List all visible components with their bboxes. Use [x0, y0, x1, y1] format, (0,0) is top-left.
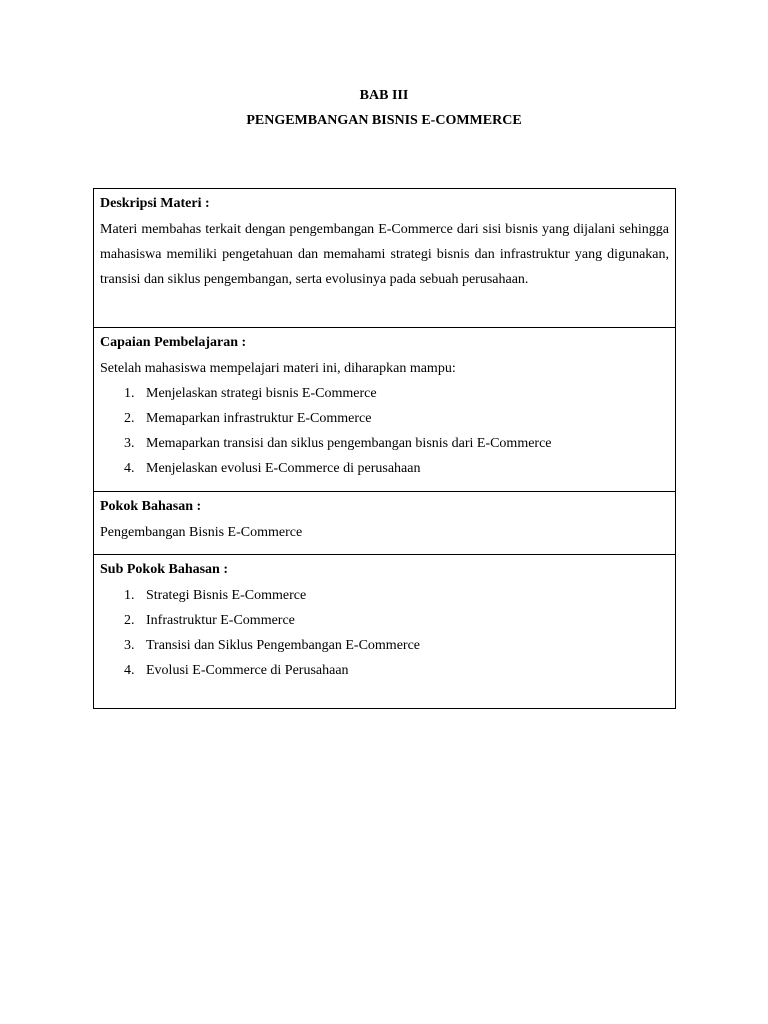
list-item — [100, 658, 669, 683]
capaian-section — [94, 328, 675, 492]
capaian-list — [100, 381, 669, 481]
chapter-number: BAB III — [359, 88, 409, 103]
sub-pokok-heading: Sub Pokok Bahasan : — [100, 562, 229, 577]
list-item-text: Evolusi E-Commerce di Perusahaan — [146, 663, 349, 678]
list-item-number: 2. — [124, 411, 135, 426]
list-item-number: 4. — [124, 663, 135, 678]
course-material-table — [93, 188, 676, 709]
pokok-section — [94, 492, 675, 555]
list-item — [100, 456, 669, 481]
pokok-text: Pengembangan Bisnis E-Commerce — [100, 525, 303, 540]
list-item-text: Transisi dan Siklus Pengembangan E-Commerce — [146, 638, 421, 653]
sub-pokok-section — [94, 555, 675, 708]
list-item — [100, 608, 669, 633]
list-item-text: Memaparkan transisi dan siklus pengembangan bisnis dari E-Commerce — [146, 436, 552, 451]
deskripsi-section — [94, 189, 675, 328]
list-item-number: 1. — [124, 588, 135, 603]
list-item-number: 1. — [124, 386, 135, 401]
list-item-number: 3. — [124, 436, 135, 451]
list-item — [100, 583, 669, 608]
list-item-text: Menjelaskan strategi bisnis E-Commerce — [146, 386, 377, 401]
deskripsi-heading: Deskripsi Materi : — [100, 196, 210, 211]
list-item-text: Strategi Bisnis E-Commerce — [146, 588, 307, 603]
list-item-number: 3. — [124, 638, 135, 653]
pokok-heading: Pokok Bahasan : — [100, 499, 202, 514]
list-item — [100, 633, 669, 658]
capaian-heading: Capaian Pembelajaran : — [100, 335, 247, 350]
list-item — [100, 406, 669, 431]
list-item-number: 2. — [124, 613, 135, 628]
list-item-text: Menjelaskan evolusi E-Commerce di perusahaan — [146, 461, 421, 476]
chapter-title: PENGEMBANGAN BISNIS E-COMMERCE — [246, 113, 522, 128]
list-item-text: Infrastruktur E-Commerce — [146, 613, 295, 628]
sub-pokok-list — [100, 583, 669, 683]
capaian-intro: Setelah mahasiswa mempelajari materi ini, diharapkan mampu: — [100, 361, 456, 376]
list-item — [100, 381, 669, 406]
deskripsi-text: Materi membahas terkait dengan pengembangan E-Commerce dari sisi bisnis yang dijalani sehingga mahasiswa memiliki pengetahuan dan memahami strategi bisnis dan infrastruktur yang digunakan, transisi dan siklus pengembangan, serta evolusinya pada sebuah perusahaan. — [100, 222, 669, 287]
list-item-number: 4. — [124, 461, 135, 476]
list-item-text: Memaparkan infrastruktur E-Commerce — [146, 411, 372, 426]
list-item — [100, 431, 669, 456]
